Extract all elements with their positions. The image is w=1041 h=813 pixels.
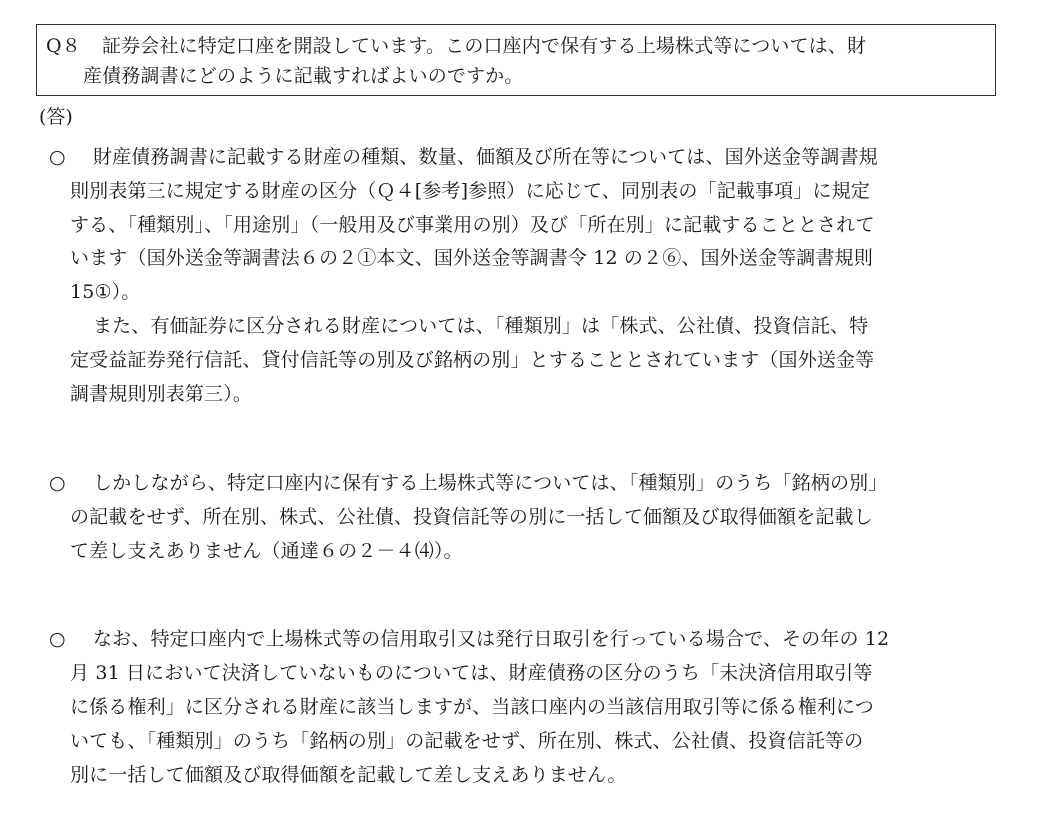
paragraph-1-line-2: 則別表第三に規定する財産の区分（Ｑ４[参考]参照）に応じて、同別表の「記載事項」に規定 [70, 180, 870, 202]
paragraph-4-line-1: なお、特定口座内で上場株式等の信用取引又は発行日取引を行っている場合で、その年の 12 [93, 628, 890, 650]
paragraph-4-line-3: に係る権利」に区分される財産に該当しますが、当該口座内の当該信用取引等に係る権利につ [70, 696, 874, 718]
paragraph-4-line-4: いても、「種類別」のうち「銘柄の別」の記載をせず、所在別、株式、公社債、投資信託等の [70, 730, 864, 752]
paragraph-4-line-2: 月 31 日において決済していないものについては、財産債務の区分のうち「未決済信用取引等 [70, 662, 873, 684]
paragraph-1-line-3: する、「種類別」、「用途別」（一般用及び事業用の別）及び「所在別」に記載することとされて [70, 214, 875, 236]
paragraph-2-line-2: 定受益証券発行信託、貸付信託等の別及び銘柄の別」とすることとされています（国外送金等 [70, 349, 875, 371]
question-line-2: 産債務調書にどのように記載すればよいのですか。 [83, 65, 524, 87]
answer-label: (答) [39, 106, 73, 128]
paragraph-1-line-5: 15①）。 [70, 281, 141, 303]
paragraph-3-line-2: の記載をせず、所在別、株式、公社債、投資信託等の別に一括して価額及び取得価額を記載し [70, 506, 873, 528]
question-line-1: 証券会社に特定口座を開設しています。この口座内で保有する上場株式等については、財 [102, 35, 867, 57]
paragraph-4-line-5: 別に一括して価額及び取得価額を記載して差し支えありません。 [70, 764, 627, 786]
paragraph-1-line-1: 財産債務調書に記載する財産の種類、数量、価額及び所在等については、国外送金等調書規 [93, 146, 878, 168]
paragraph-2-line-1: また、有価証券に区分される財産については、「種類別」は「株式、公社債、投資信託、特 [93, 315, 869, 337]
bullet-2: ○ [49, 472, 66, 494]
bullet-1: ○ [49, 146, 66, 168]
bullet-3: ○ [49, 628, 66, 650]
paragraph-3-line-3: て差し支えありません（通達６の２－４⑷）。 [70, 540, 463, 562]
paragraph-1-line-4: います（国外送金等調書法６の２①本文、国外送金等調書令 12 の２⑥、国外送金等調書規則 [70, 247, 873, 269]
paragraph-3-line-1: しかしながら、特定口座内に保有する上場株式等については、「種類別」のうち「銘柄の別」 [93, 472, 888, 494]
paragraph-2-line-3: 調書規則別表第三）。 [70, 383, 253, 405]
question-number: Q８ [46, 35, 81, 57]
